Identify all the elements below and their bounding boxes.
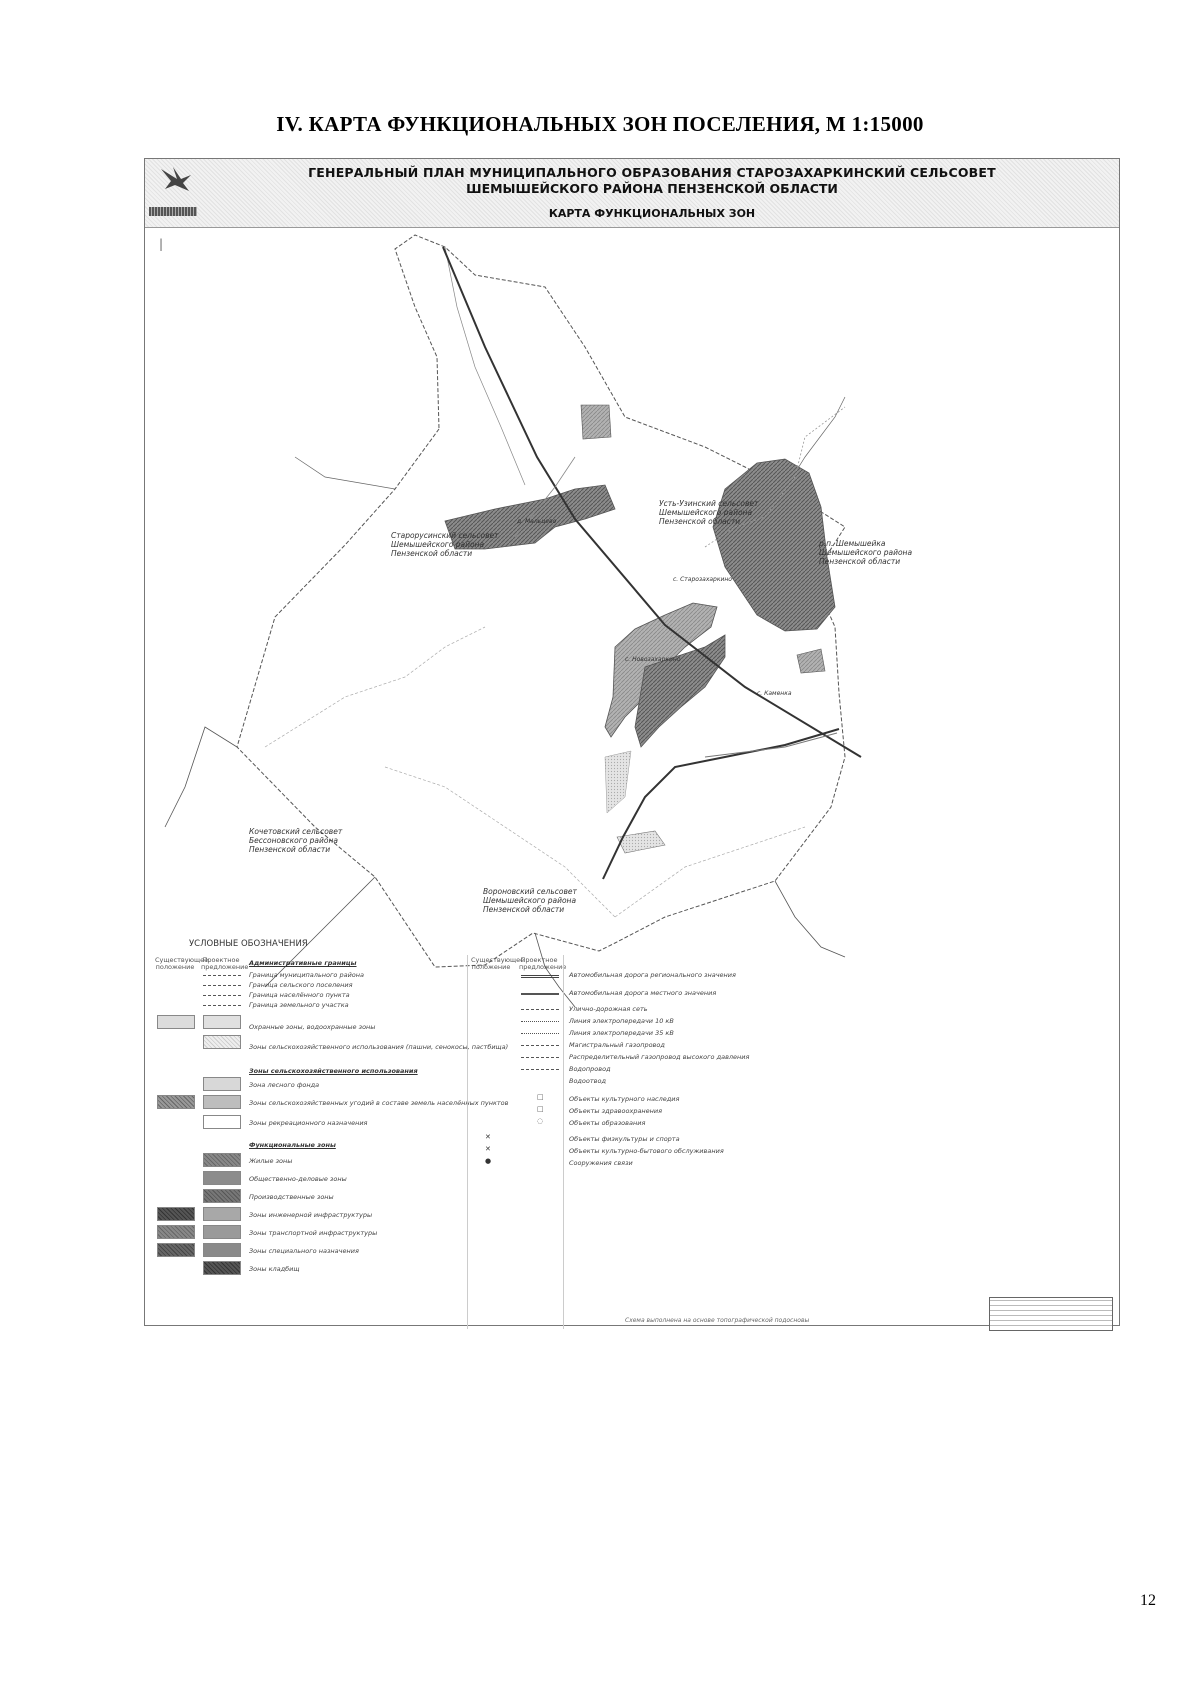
- legend-swatch: [157, 1207, 195, 1221]
- legend-swatch: [203, 1171, 241, 1185]
- legend-swatch: [203, 1077, 241, 1091]
- legend-line-symbol: [521, 1069, 559, 1070]
- legend-item: Объекты физкультуры и спорта: [569, 1135, 680, 1143]
- village-label: д. Мальцево: [517, 518, 557, 525]
- legend-swatch: [203, 1035, 241, 1049]
- legend-swatch: [203, 1261, 241, 1275]
- map-sheet: [144, 158, 1120, 1326]
- map-title-line2: ШЕМЫШЕЙСКОГО РАЙОНА ПЕНЗЕНСКОЙ ОБЛАСТИ: [466, 181, 838, 196]
- page-number: 12: [1140, 1592, 1156, 1609]
- legend-swatch: [203, 1207, 241, 1221]
- legend-item: Сооружения связи: [569, 1159, 633, 1167]
- legend-line-symbol: [521, 1009, 559, 1010]
- legend-item: Водопровод: [569, 1065, 611, 1073]
- legend-col-head: Проектное предложение: [519, 956, 567, 971]
- legend-swatch: [203, 1015, 241, 1029]
- legend-line-symbol: [521, 1045, 559, 1046]
- legend-line-symbol: [521, 1057, 559, 1058]
- logo-scale-bar: [149, 207, 197, 216]
- legend-item: Объекты здравоохранения: [569, 1107, 663, 1115]
- legend-item: Объекты культурно-бытового обслуживания: [569, 1147, 724, 1155]
- legend-swatch: [203, 1153, 241, 1167]
- legend-item: Зоны сельскохозяйственного использования: [249, 1067, 418, 1075]
- label-kochetovka: Кочетовский сельсовет Бессоновского района Пензенской области: [249, 827, 343, 854]
- label-starorusino: Старорусинский сельсовет Шемышейского района Пензенской области: [391, 531, 499, 558]
- heritage-icon: □: [537, 1093, 544, 1101]
- north-arrow: |: [159, 237, 164, 251]
- school-icon: ◌: [537, 1117, 544, 1125]
- legend-swatch: [157, 1243, 195, 1257]
- legend-item: Производственные зоны: [249, 1193, 334, 1201]
- legend-line-symbol: [521, 1033, 559, 1034]
- legend-item: Линия электропередачи 35 кВ: [569, 1029, 674, 1037]
- legend-item: Объекты культурного наследия: [569, 1095, 680, 1103]
- legend-item: Зона лесного фонда: [249, 1081, 320, 1089]
- legend-line-symbol: [203, 985, 241, 986]
- village-label: с. Новозахаркино: [625, 656, 681, 663]
- legend-item: Зоны инженерной инфраструктуры: [249, 1211, 373, 1219]
- legend-swatch: [203, 1225, 241, 1239]
- legend-swatch: [203, 1189, 241, 1203]
- boundary-line: [165, 727, 237, 827]
- legend-right-list: [569, 971, 789, 1171]
- legend-item: Водоотвод: [569, 1077, 606, 1085]
- communication-icon: ●: [485, 1157, 492, 1165]
- legend-item: Линия электропередачи 10 кВ: [569, 1017, 674, 1025]
- legend-item: Функциональные зоны: [249, 1141, 336, 1149]
- local-road: [705, 733, 837, 757]
- legend-swatch: [203, 1115, 241, 1129]
- legend-item: Административные границы: [249, 959, 357, 967]
- zone-light-area: [605, 751, 631, 813]
- village-label: с. Каменка: [757, 690, 792, 697]
- legend-item: Автомобильная дорога регионального значения: [569, 971, 736, 979]
- legend-col-head: Существующее положение: [155, 956, 209, 971]
- legend-line-symbol: [521, 993, 559, 995]
- culture-icon: ✕: [485, 1145, 491, 1153]
- legend-item: Зоны кладбищ: [249, 1265, 300, 1273]
- legend-item: Зоны транспортной инфраструктуры: [249, 1229, 378, 1237]
- legend-item: Распределительный газопровод высокого давления: [569, 1053, 750, 1061]
- page-heading: IV. КАРТА ФУНКЦИОНАЛЬНЫХ ЗОН ПОСЕЛЕНИЯ, М 1:15000: [276, 112, 924, 136]
- legend-item: Зоны сельскохозяйственных угодий в составе земель населённых пунктов: [249, 1099, 509, 1107]
- label-ust-uza: Усть-Узинский сельсовет Шемышейского района Пензенской области: [659, 499, 759, 526]
- health-icon: □: [537, 1105, 544, 1113]
- title-block: [145, 159, 1119, 228]
- legend-item: Улично-дорожная сеть: [569, 1005, 648, 1013]
- boundary-line: [775, 881, 845, 957]
- legend-line-symbol: [203, 995, 241, 996]
- legend-swatch: [203, 1095, 241, 1109]
- boundary-line: [295, 457, 395, 489]
- legend-swatch: [203, 1243, 241, 1257]
- legend-line-symbol: [203, 1005, 241, 1006]
- legend-item: Зоны специального назначения: [249, 1247, 359, 1255]
- legend-item: Общественно-деловые зоны: [249, 1175, 347, 1183]
- legend-item: Зоны сельскохозяйственного использования (пашни, сенокосы, пастбища): [249, 1043, 509, 1051]
- map-title-line1: ГЕНЕРАЛЬНЫЙ ПЛАН МУНИЦИПАЛЬНОГО ОБРАЗОВАНИЯ СТАРОЗАХАРКИНСКИЙ СЕЛЬСОВЕТ: [308, 165, 996, 180]
- legend-col-head: Существующее положение: [471, 956, 525, 971]
- title-stamp: [989, 1297, 1113, 1331]
- legend-item: Граница сельского поселения: [249, 981, 353, 989]
- legend-line-symbol: [521, 975, 559, 978]
- legend-item: Жилые зоны: [249, 1157, 293, 1165]
- bird-logo-icon: [159, 165, 193, 195]
- legend-line-symbol: [203, 975, 241, 976]
- legend-item: Граница муниципального района: [249, 971, 364, 979]
- boundary-line: [265, 627, 485, 747]
- legend-item: Граница населённого пункта: [249, 991, 350, 999]
- label-shemysheika: р.п. Шемышейка Шемышейского района Пензенской области: [819, 539, 913, 566]
- legend-swatch: [157, 1015, 195, 1029]
- legend-item: Объекты образования: [569, 1119, 646, 1127]
- legend-swatch: [157, 1225, 195, 1239]
- regional-road: [603, 729, 839, 879]
- village-label: с. Старозахаркино: [673, 576, 732, 583]
- label-voronovka: Вороновский сельсовет Шемышейского района Пензенской области: [483, 887, 577, 914]
- legend-item: Граница земельного участка: [249, 1001, 349, 1009]
- legend-item: Зоны рекреационного назначения: [249, 1119, 368, 1127]
- sport-icon: ✕: [485, 1133, 491, 1141]
- map-subtitle: КАРТА ФУНКЦИОНАЛЬНЫХ ЗОН: [548, 207, 756, 220]
- zone-north-block: [581, 405, 611, 439]
- legend-divider: [563, 955, 564, 1329]
- legend-item: Автомобильная дорога местного значения: [569, 989, 717, 997]
- legend-swatch: [157, 1095, 195, 1109]
- legend-item: Магистральный газопровод: [569, 1041, 665, 1049]
- legend-line-symbol: [521, 1021, 559, 1022]
- zone-east-block: [797, 649, 825, 673]
- legend-col-head: Проектное предложение: [201, 956, 249, 971]
- legend-divider: [467, 955, 468, 1329]
- legend-title: УСЛОВНЫЕ ОБОЗНАЧЕНИЯ: [189, 939, 308, 949]
- zone-shemysheika: [713, 459, 835, 631]
- stamp-note: Схема выполнена на основе топографической подосновы: [625, 1317, 810, 1324]
- legend-item: Охранные зоны, водоохранные зоны: [249, 1023, 376, 1031]
